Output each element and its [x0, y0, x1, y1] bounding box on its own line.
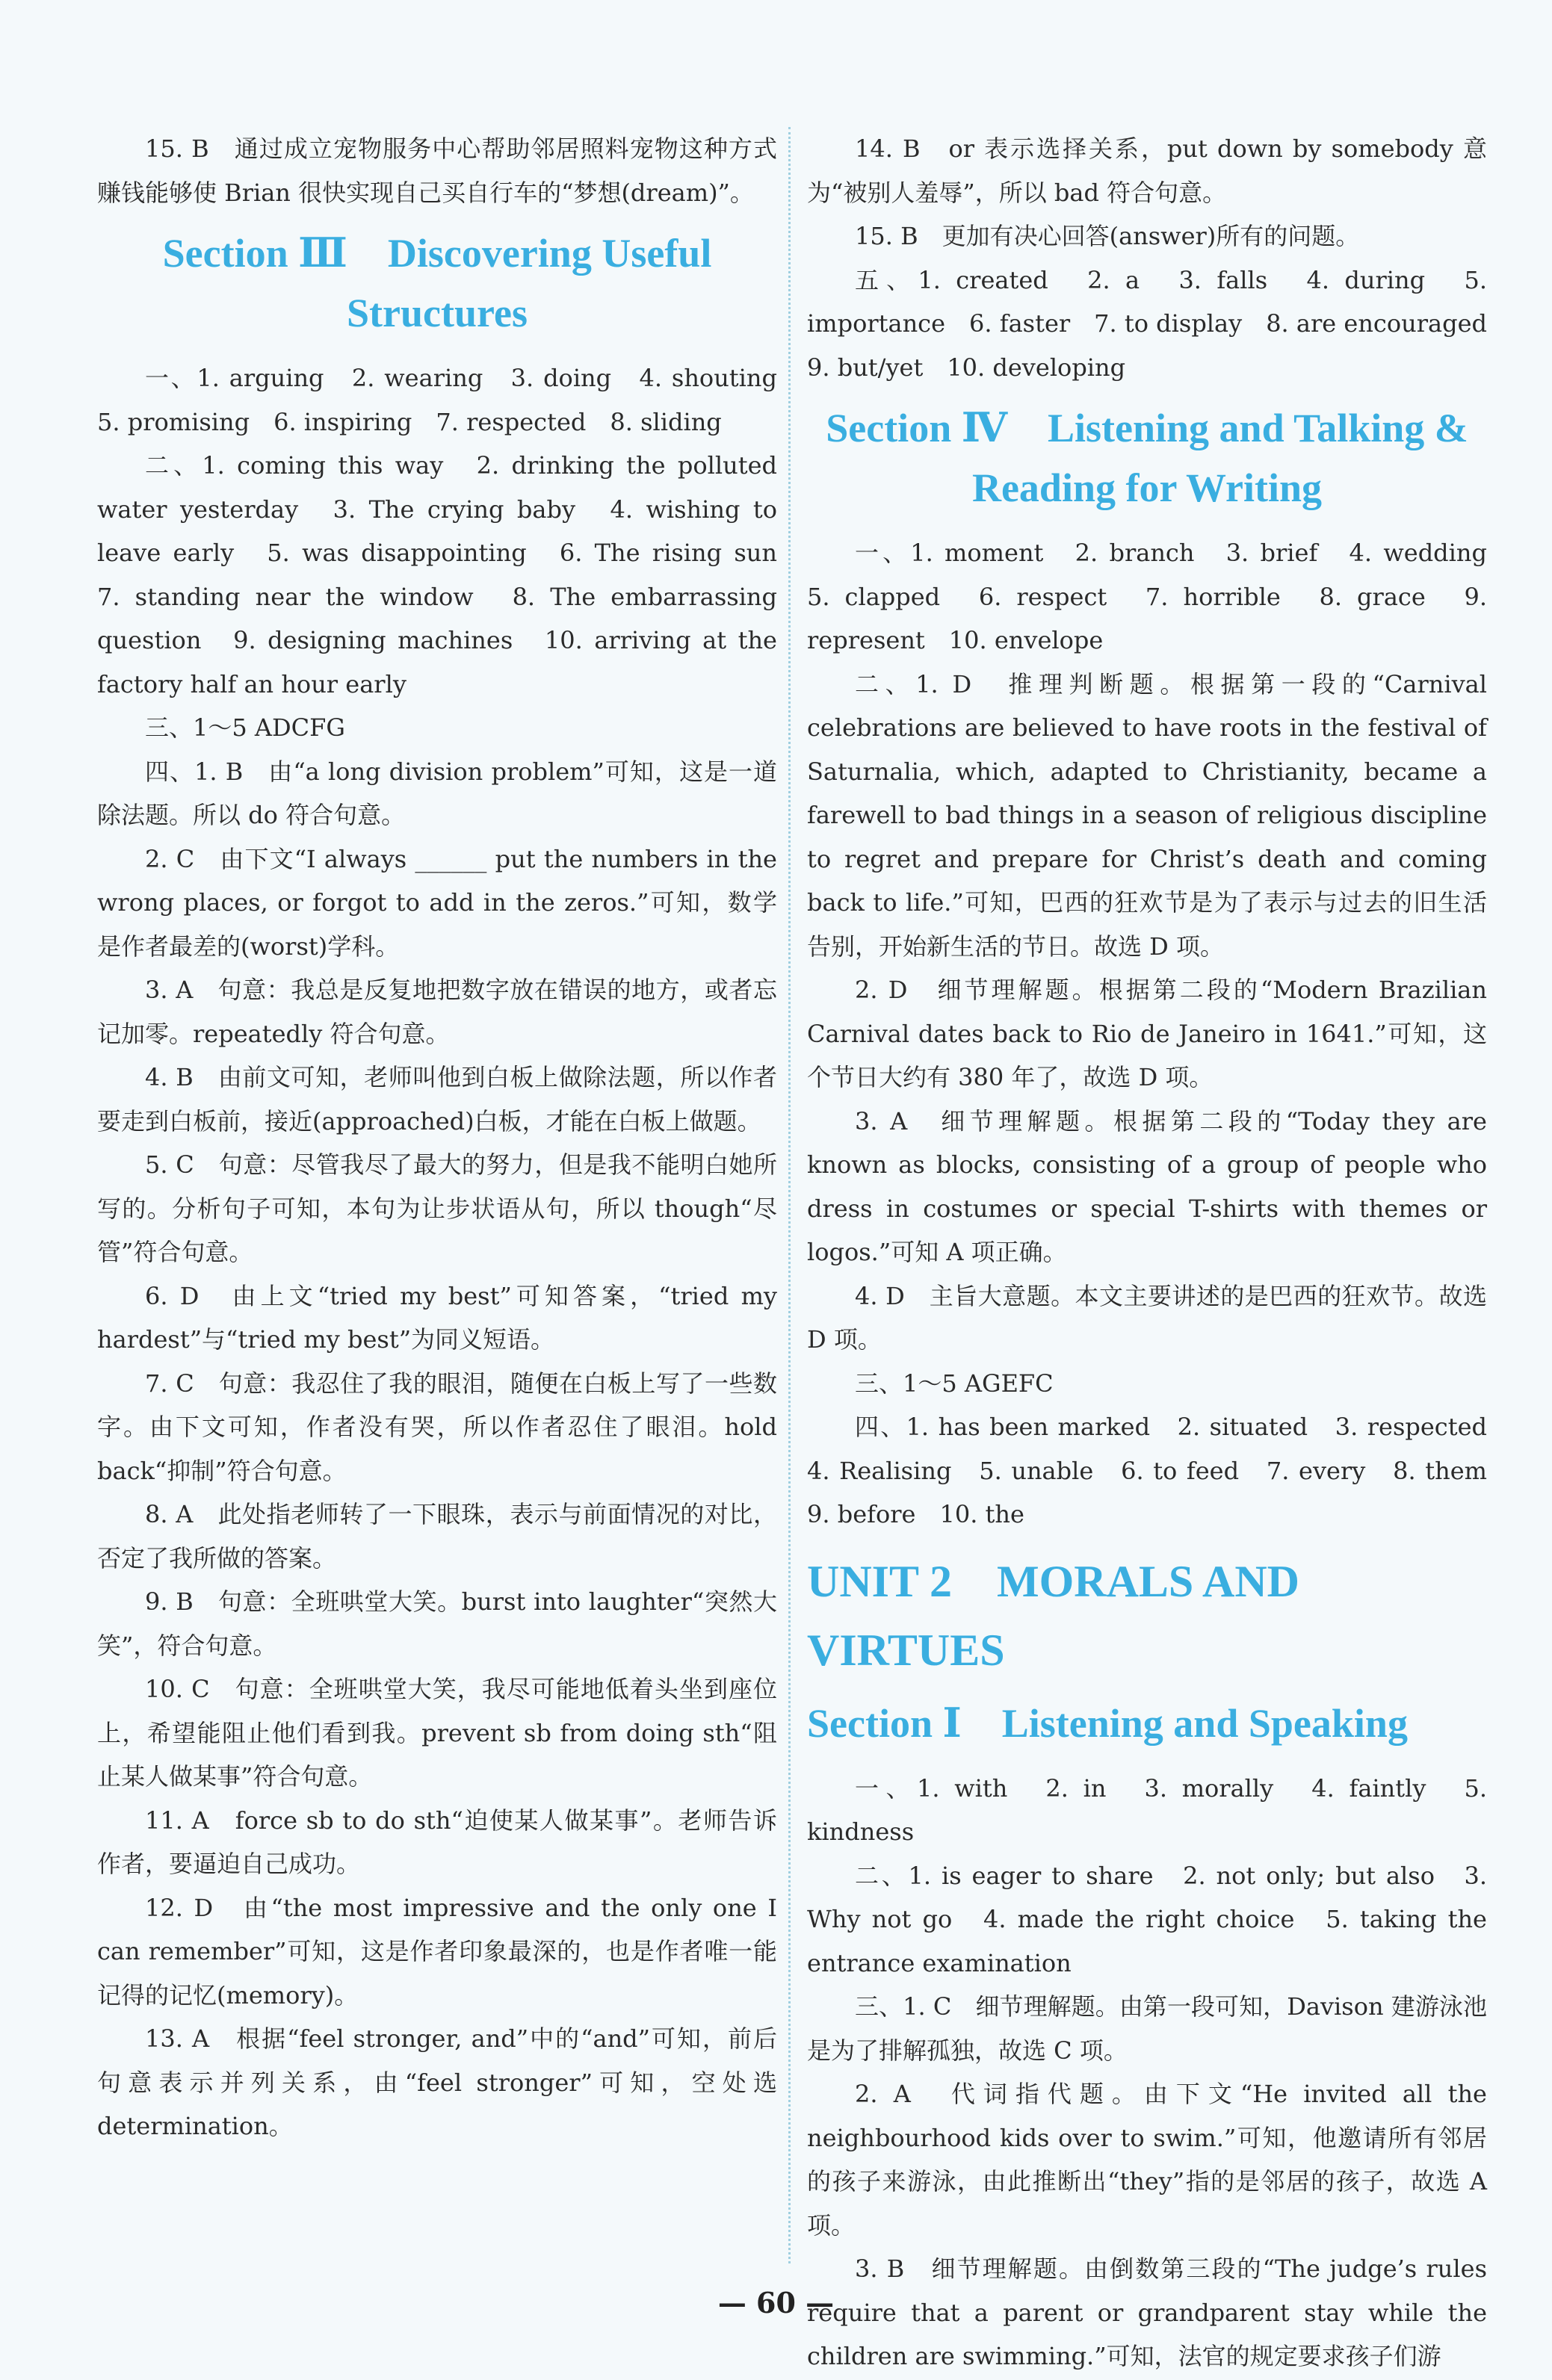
answer-paragraph: 8. A 此处指老师转了一下眼珠，表示与前面情况的对比，否定了我所做的答案。	[97, 1500, 777, 1572]
answer-paragraph: 三、1. C 细节理解题。由第一段可知，Davison 建游泳池是为了排解孤独，故选 C 项。	[807, 1992, 1487, 2065]
right-column	[807, 127, 1512, 2379]
answer-paragraph: 二、1. is eager to share 2. not only; but also 3. Why not go 4. made the right choice 5. taking the entrance examination	[807, 1861, 1487, 1977]
section-heading-line: Section Ⅰ Listening and Speaking	[807, 1700, 1408, 1746]
unit-number: UNIT 2	[807, 1556, 952, 1606]
answer-paragraph: 二、1. D 推理判断题。根据第一段的“Carnival celebrations are believed to have roots in the festival of Saturnalia, which, adapted to Christianity, became a farewell to bad things in a season of religious discipline to regret and prepare for Christ’s death and coming back to life.”可知，巴西的狂欢节是为了表示与过去的旧生活告别，开始新生活的节日。故选 D 项。	[807, 669, 1487, 961]
answer-paragraph: 3. A 细节理解题。根据第二段的“Today they are known as blocks, consisting of a group of people who dress in costumes or special T-shirts with themes or logos.”可知 A 项正确。	[807, 1106, 1487, 1266]
answer-paragraph: 一、1. arguing 2. wearing 3. doing 4. shouting 5. promising 6. inspiring 7. respected 8. sliding	[97, 364, 802, 436]
answer-paragraph: 12. D 由“the most impressive and the only one I can remember”可知，这是作者印象最深的，也是作者唯一能记得的记忆(memory)。	[97, 1893, 777, 2009]
answer-paragraph: 一、1. with 2. in 3. morally 4. faintly 5. kindness	[807, 1773, 1487, 1846]
answer-paragraph: 2. D 细节理解题。根据第二段的“Modern Brazilian Carnival dates back to Rio de Janeiro in 1641.”可知，这个节日大约有 380 年了，故选 D 项。	[807, 976, 1487, 1091]
answer-paragraph: 四、1. has been marked 2. situated 3. respected 4. Realising 5. unable 6. to feed 7. every 8. them 9. before 10. the	[807, 1413, 1512, 1528]
answer-paragraph: 14. B or 表示选择关系，put down by somebody 意为“被别人羞辱”，所以 bad 符合句意。	[807, 134, 1487, 207]
unit-heading	[807, 1547, 1487, 1685]
answer-paragraph: 3. A 句意：我总是反复地把数字放在错误的地方，或者忘记加零。repeatedly 符合句意。	[97, 976, 777, 1048]
section-heading	[97, 223, 777, 343]
section-heading-line: Section Ⅳ Listening and Talking &	[826, 406, 1468, 450]
answer-paragraph: 15. B 更加有决心回答(answer)所有的问题。	[855, 222, 1360, 250]
left-column	[97, 127, 802, 2148]
answer-paragraph: 3. B 细节理解题。由倒数第三段的“The judge’s rules require that a parent or grandparent stay while the children are swimming.”可知，法官的规定要求孩子们游	[807, 2255, 1487, 2370]
answer-paragraph: 7. C 句意：我忍住了我的眼泪，随便在白板上写了一些数字。由下文可知，作者没有哭，所以作者忍住了眼泪。hold back“抑制”符合句意。	[97, 1369, 777, 1485]
answer-paragraph: 4. D 主旨大意题。本文主要讲述的是巴西的狂欢节。故选 D 项。	[807, 1281, 1487, 1354]
unit-title: MORALS AND VIRTUES	[807, 1556, 1299, 1675]
answer-paragraph: 10. C 句意：全班哄堂大笑，我尽可能地低着头坐到座位上，希望能阻止他们看到我。prevent sb from doing sth“阻止某人做某事”符合句意。	[97, 1675, 777, 1791]
page-number: — 60 —	[717, 2286, 835, 2319]
answer-paragraph: 9. B 句意：全班哄堂大笑。burst into laughter“突然大笑”，符合句意。	[97, 1587, 777, 1660]
section-heading-line: Structures	[347, 291, 528, 335]
section-heading-line: Reading for Writing	[971, 465, 1323, 510]
answer-paragraph: 三、1～5 AGEFC	[855, 1369, 1054, 1398]
answer-paragraph: 二、1. coming this way 2. drinking the polluted water yesterday 3. The crying baby 4. wishing to leave early 5. was disappointing 6. The rising sun 7. standing near the window 8. The embarrassing question 9. designing machines 10. arriving at the factory half an hour early	[97, 451, 802, 698]
section-heading	[807, 1693, 1487, 1753]
answer-paragraph: 四、1. B 由“a long division problem”可知，这是一道除法题。所以 do 符合句意。	[97, 757, 777, 829]
answer-paragraph: 15. B 通过成立宠物服务中心帮助邻居照料宠物这种方式赚钱能够使 Brian 很快实现自己买自行车的“梦想(dream)”。	[97, 134, 777, 207]
answer-paragraph: 6. D 由上文“tried my best”可知答案，“tried my hardest”与“tried my best”为同义短语。	[97, 1281, 777, 1354]
answer-paragraph: 三、1～5 ADCFG	[145, 713, 345, 742]
answer-paragraph: 4. B 由前文可知，老师叫他到白板上做除法题，所以作者要走到白板前，接近(approached)白板，才能在白板上做题。	[97, 1063, 777, 1135]
answer-paragraph: 2. C 由下文“I always ______ put the numbers in the wrong places, or forgot to add in the zeros.”可知，数学是作者最差的(worst)学科。	[97, 844, 777, 961]
answer-paragraph: 5. C 句意：尽管我尽了最大的努力，但是我不能明白她所写的。分析句子可知，本句为让步状语从句，所以 though“尽管”符合句意。	[97, 1150, 777, 1266]
column-divider	[788, 127, 791, 2263]
answer-paragraph: 一、1. moment 2. branch 3. brief 4. wedding 5. clapped 6. respect 7. horrible 8. grace 9. represent 10. envelope	[807, 539, 1512, 654]
answer-paragraph: 13. A 根据“feel stronger, and”中的“and”可知，前后句意表示并列关系，由“feel stronger”可知，空处选 determination。	[97, 2024, 777, 2140]
section-heading-line: Section Ⅲ Discovering Useful	[162, 231, 712, 276]
answer-paragraph: 11. A force sb to do sth“迫使某人做某事”。老师告诉作者，要逼迫自己成功。	[97, 1806, 777, 1878]
section-heading	[807, 398, 1487, 518]
answer-paragraph: 2. A 代词指代题。由下文“He invited all the neighbourhood kids over to swim.”可知，他邀请所有邻居的孩子来游泳，由此推断出“they”指的是邻居的孩子，故选 A 项。	[807, 2080, 1487, 2240]
answer-paragraph: 五、1. created 2. a 3. falls 4. during 5. importance 6. faster 7. to display 8. are encouraged 9. but/yet 10. developing	[807, 265, 1512, 382]
